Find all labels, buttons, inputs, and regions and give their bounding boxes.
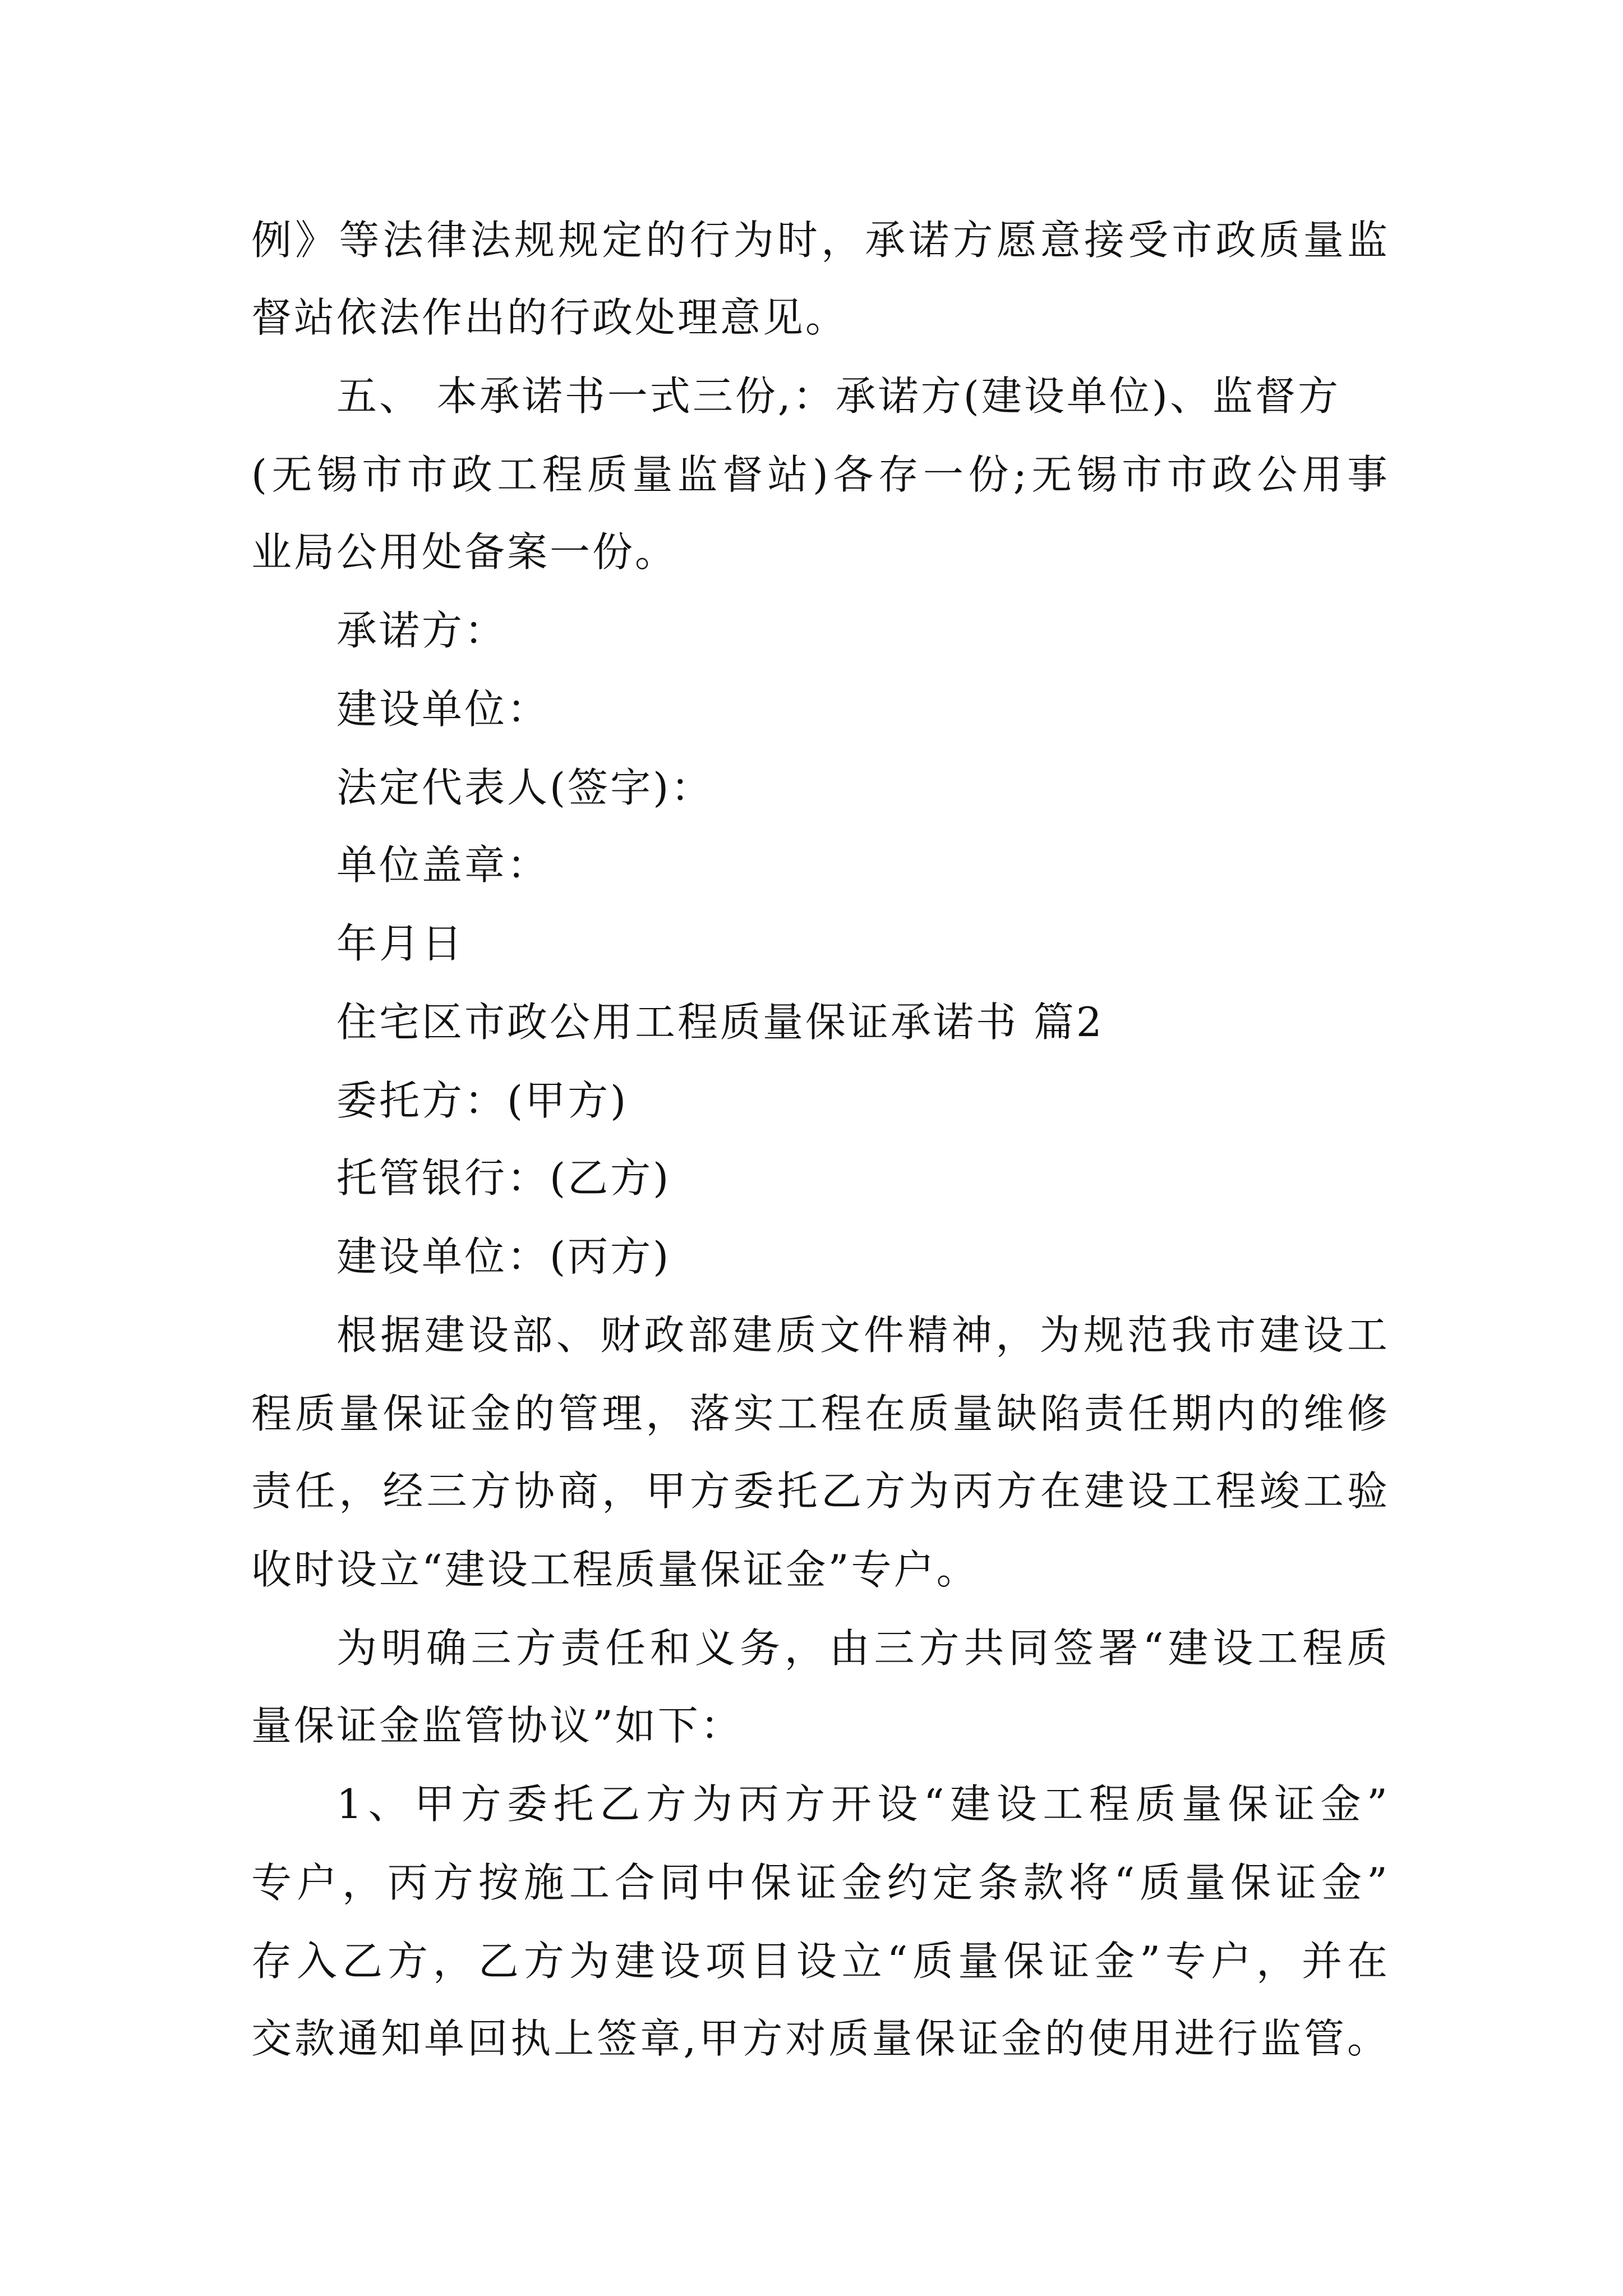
paragraph-line: (无锡市市政工程质量监督站)各存一份;无锡市市政公用事 — [251, 451, 1390, 498]
paragraph-line: 存入乙方，乙方为建设项目设立“质量保证金”专户，并在 — [251, 1938, 1390, 1985]
paragraph-line: 根据建设部、财政部建质文件精神，为规范我市建设工 — [336, 1312, 1390, 1359]
paragraph-line: 督站依法作出的行政处理意见。 — [251, 294, 849, 341]
paragraph-line: 为明确三方责任和义务，由三方共同签署“建设工程质 — [336, 1625, 1390, 1672]
paragraph-line: 量保证金监管协议”如下： — [251, 1702, 743, 1749]
signature-field-label: 建设单位： — [336, 685, 550, 733]
paragraph-line: 责任，经三方协商，甲方委托乙方为丙方在建设工程竣工验 — [251, 1467, 1390, 1515]
paragraph-line: 专户，丙方按施工合同中保证金约定条款将“质量保证金” — [251, 1859, 1390, 1906]
paragraph-line: 五、 本承诺书一式三份,：承诺方(建设单位)、监督方 — [336, 372, 1340, 420]
signature-field-label: 承诺方： — [336, 607, 508, 654]
paragraph-line: 交款通知单回执上签章,甲方对质量保证金的使用进行监管。 — [251, 2015, 1390, 2062]
signature-field-label: 单位盖章： — [336, 841, 550, 889]
party-label: 委托方：(甲方) — [336, 1077, 629, 1124]
date-label: 年月日 — [336, 920, 465, 967]
signature-field-label: 法定代表人(签字)： — [336, 764, 714, 811]
paragraph-line: 程质量保证金的管理，落实工程在质量缺陷责任期内的维修 — [251, 1390, 1390, 1437]
section-title: 住宅区市政公用工程质量保证承诺书 篇2 — [336, 999, 1104, 1046]
party-label: 建设单位：(丙方) — [336, 1233, 671, 1280]
paragraph-line: 1、甲方委托乙方为丙方开设“建设工程质量保证金” — [336, 1780, 1390, 1828]
party-label: 托管银行：(乙方) — [336, 1154, 671, 1202]
paragraph-line: 例》等法律法规规定的行为时，承诺方愿意接受市政质量监 — [251, 217, 1390, 264]
paragraph-line: 收时设立“建设工程质量保证金”专户。 — [251, 1546, 979, 1593]
paragraph-line: 业局公用处备案一份。 — [251, 528, 678, 576]
